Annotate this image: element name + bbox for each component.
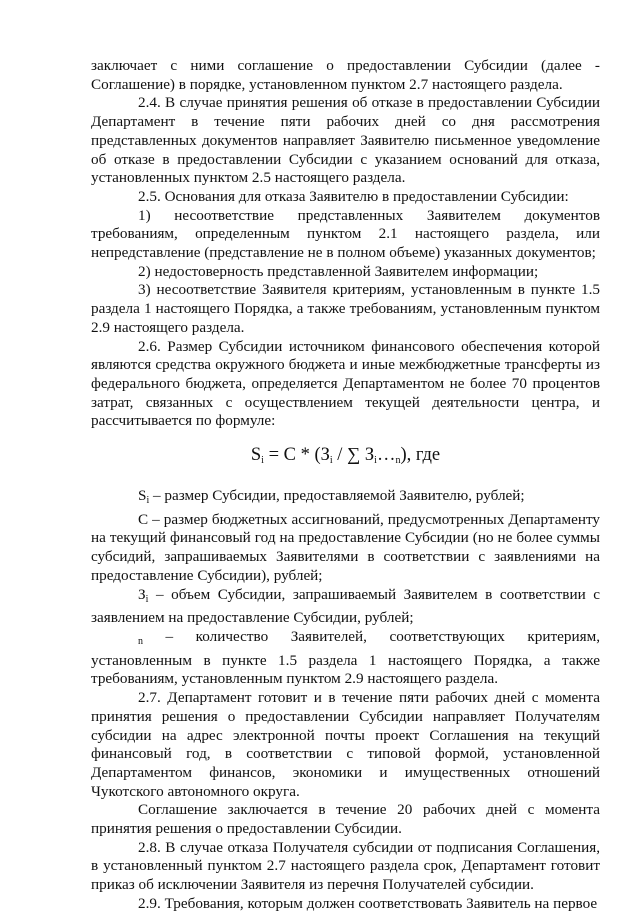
paragraph-2-8: 2.8. В случае отказа Получателя субсидии от подписания Соглашения, в установленный пунктом 2.7 настоящего раздела срок, Департамент готовит приказ об исключении Заявителя из перечня Получателей субсидии.: [91, 838, 600, 894]
definition-si: $S_i$ – размер Субсидии, предоставляемой Заявителю, рублей;: [138, 487, 525, 507]
definition-c: С – размер бюджетных ассигнований, предусмотренных Департаменту на текущий финансовый год на предоставление Субсидии (но не более суммы субсидий, запрашиваемых Заявителями в соответствии с заявлениями на предоставление Субсидии), рублей;: [91, 510, 600, 584]
paragraph-2-4: 2.4. В случае принятия решения об отказе в предоставлении Субсидии Департамент в течение пяти рабочих дней со дня рассмотрения представленных документов направляет Заявителю письменное уведомление об отказе в предоставлении Субсидии с указанием оснований для отказа, установленных пунктом 2.5 настоящего раздела.: [91, 94, 600, 187]
paragraph-intro: заключает с ними соглашение о предоставлении Субсидии (далее - Соглашение) в порядке, установленном пунктом 2.7 настоящего раздела.: [91, 57, 600, 93]
paragraph-2-9: 2.9. Требования, которым должен соответствовать Заявитель на первое: [138, 894, 598, 912]
paragraph-2-6: 2.6. Размер Субсидии источником финансового обеспечения которой являются средства окружного бюджета и иные межбюджетные трансферты из федерального бюджета, определяется Департаментом не более 70 процентов затрат, связанных с осуществлением текущей деятельности центра, и рассчитывается по формуле:: [91, 337, 600, 430]
paragraph-2-7: 2.7. Департамент готовит и в течение пяти рабочих дней с момента принятия решения о предоставлении Субсидии направляет Получателям субсидии на адрес электронной почты проект Соглашения на текущий финансовый год, в соответствии с типовой формой, установленной Департаментом финансов, экономики и имущественных отношений Чукотского автономного округа.: [91, 689, 600, 800]
document-body: [91, 57, 600, 914]
paragraph-2-5-item-2: 2) недостоверность представленной Заявителем информации;: [138, 262, 539, 280]
subsidy-formula: Si = С * (Зi / ∑ Зi…n), где: [250, 445, 441, 467]
definition-n: $_n$ – количество Заявителей, соответствующих критериям, установленным в пункте 1.5 раздела 1 настоящего Порядка, а также требованиям, установленным пунктом 2.9 настоящего раздела.: [91, 627, 600, 688]
definition-zi: $З_i$ – объем Субсидии, запрашиваемый Заявителем в соответствии с заявлением на предоставление Субсидии, рублей;: [91, 585, 600, 627]
paragraph-2-5-item-1: 1) несоответствие представленных Заявителем документов требованиям, определенным пунктом 2.1 настоящего раздела, или непредставление (представление не в полном объеме) указанных документов;: [91, 206, 600, 262]
paragraph-2-5: 2.5. Основания для отказа Заявителю в предоставлении Субсидии:: [138, 187, 569, 205]
paragraph-2-5-item-3: 3) несоответствие Заявителя критериям, установленным в пункте 1.5 раздела 1 настоящего Порядка, а также требованиям, установленным пунктом 2.9 настоящего раздела.: [91, 281, 600, 336]
paragraph-agreement-term: Соглашение заключается в течение 20 рабочих дней с момента принятия решения о предоставлении Субсидии.: [91, 801, 600, 838]
